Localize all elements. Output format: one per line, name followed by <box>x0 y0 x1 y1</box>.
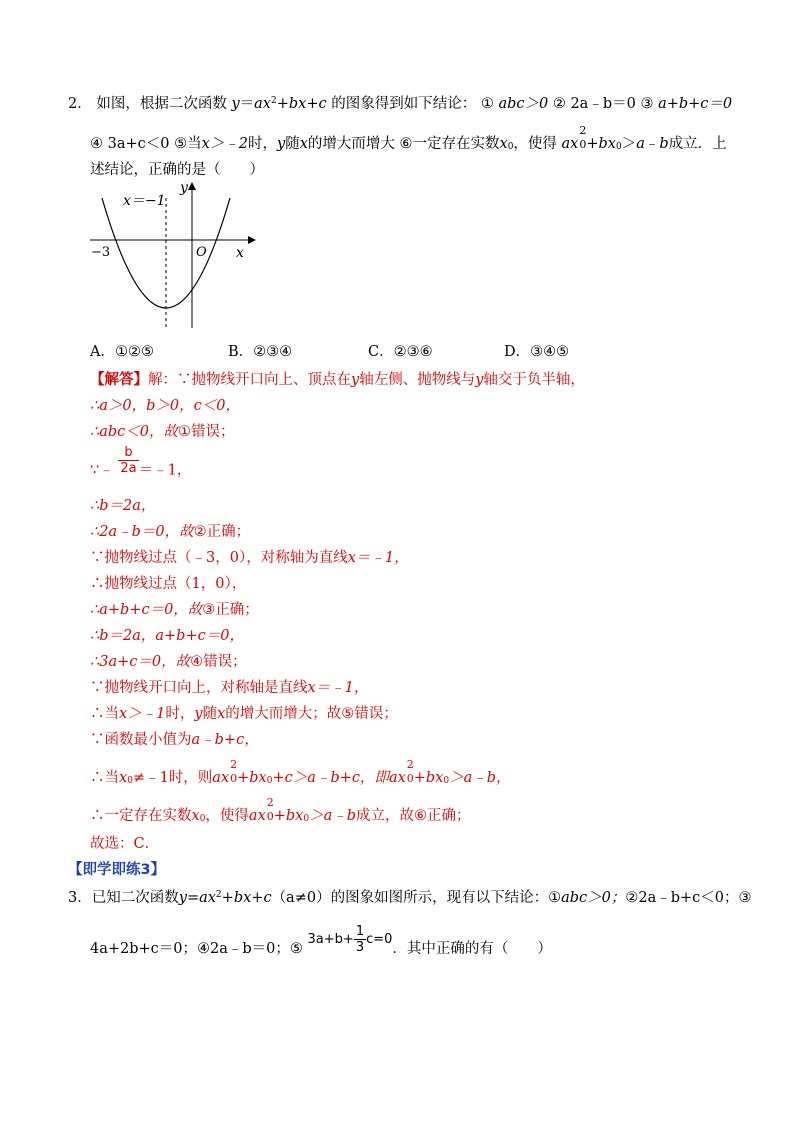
conclusion-2-marker: ② <box>552 96 566 112</box>
q3-line-1: 3．已知二次函数$y=ax^2+bx+c(a\ne 0)$的图象如图所示，现有以下结论：①abc＞0；②2a﹣b+c＜0；③ <box>68 890 752 906</box>
symmetry-label: x＝−1 <box>123 193 166 209</box>
neg3-label: −3 <box>91 245 111 260</box>
q2-line-3: 述结论，正确的是（ ） <box>90 162 264 178</box>
option-b[interactable]: B．②③④ <box>228 344 293 360</box>
y-axis-arrow <box>188 182 196 190</box>
conclusion-2: 2a﹣b＝0 <box>570 96 636 112</box>
y-axis-label: y <box>180 180 188 196</box>
origin-label: O <box>196 245 207 260</box>
conclusion-3-marker: ③ <box>640 96 654 112</box>
q3-number: 3． <box>68 890 92 906</box>
q3-line-2: 4a+2b+c＝0；④2a﹣b＝0；⑤ 3a+b+ $\frac{1}{3}$ c=0．其中正确的有（ ） <box>90 924 552 957</box>
conclusion-3: a+b+c＝0 <box>658 96 733 112</box>
conclusion-1-marker: ① <box>480 96 494 112</box>
solution-fraction-line: ∵﹣ $\frac{b}{2a}$ ＝﹣1， <box>90 445 192 479</box>
conclusion-1: abc＞0 <box>498 96 549 112</box>
solution-line-16: ∴一定存在实数$x_0$，使得ax 2 0 $+bx_0>a﹣b$成立，故⑥正确； <box>90 796 471 824</box>
q2-number: 2． <box>68 96 92 112</box>
conclusion-4: 3a+c＜0 <box>107 136 170 152</box>
option-c[interactable]: C．②③⑥ <box>368 344 433 360</box>
solution-line-15: ∴当$x_0\ne﹣1$时，则ax 2 0 $+bx_0+c>a﹣b+c$，即ax 2 0 $+bx_0>a﹣b$， <box>90 758 511 786</box>
q2-line-1: 2． 如图，根据二次函数 $y=ax^2+bx+c$ 的图象得到如下结论： ① abc＞0 ② 2a﹣b＝0 ③ a+b+c＝0 <box>68 96 733 112</box>
solution-line-1: 【解答】解：∵抛物线开口向上、顶点在y轴左侧、抛物线与y轴交于负半轴， <box>90 371 585 388</box>
section-title: 【即学即练3】 <box>68 862 166 878</box>
parabola-graph <box>88 178 258 338</box>
option-a[interactable]: A．①②⑤ <box>90 344 154 360</box>
q2-line-2: ④ 3a+c＜0 ⑤当x＞﹣2时，y随x的增大而增大 ⑥一定存在实数$x_0$，使得 ax 2 0 $+bx_0>a﹣b$成立．上 <box>90 124 727 152</box>
solution-answer: 故选：C． <box>90 836 160 852</box>
option-d[interactable]: D．③④⑤ <box>504 344 570 360</box>
x-axis-arrow <box>248 236 256 244</box>
x-axis-label: x <box>236 245 244 261</box>
solution-heading: 【解答】 <box>90 371 148 388</box>
